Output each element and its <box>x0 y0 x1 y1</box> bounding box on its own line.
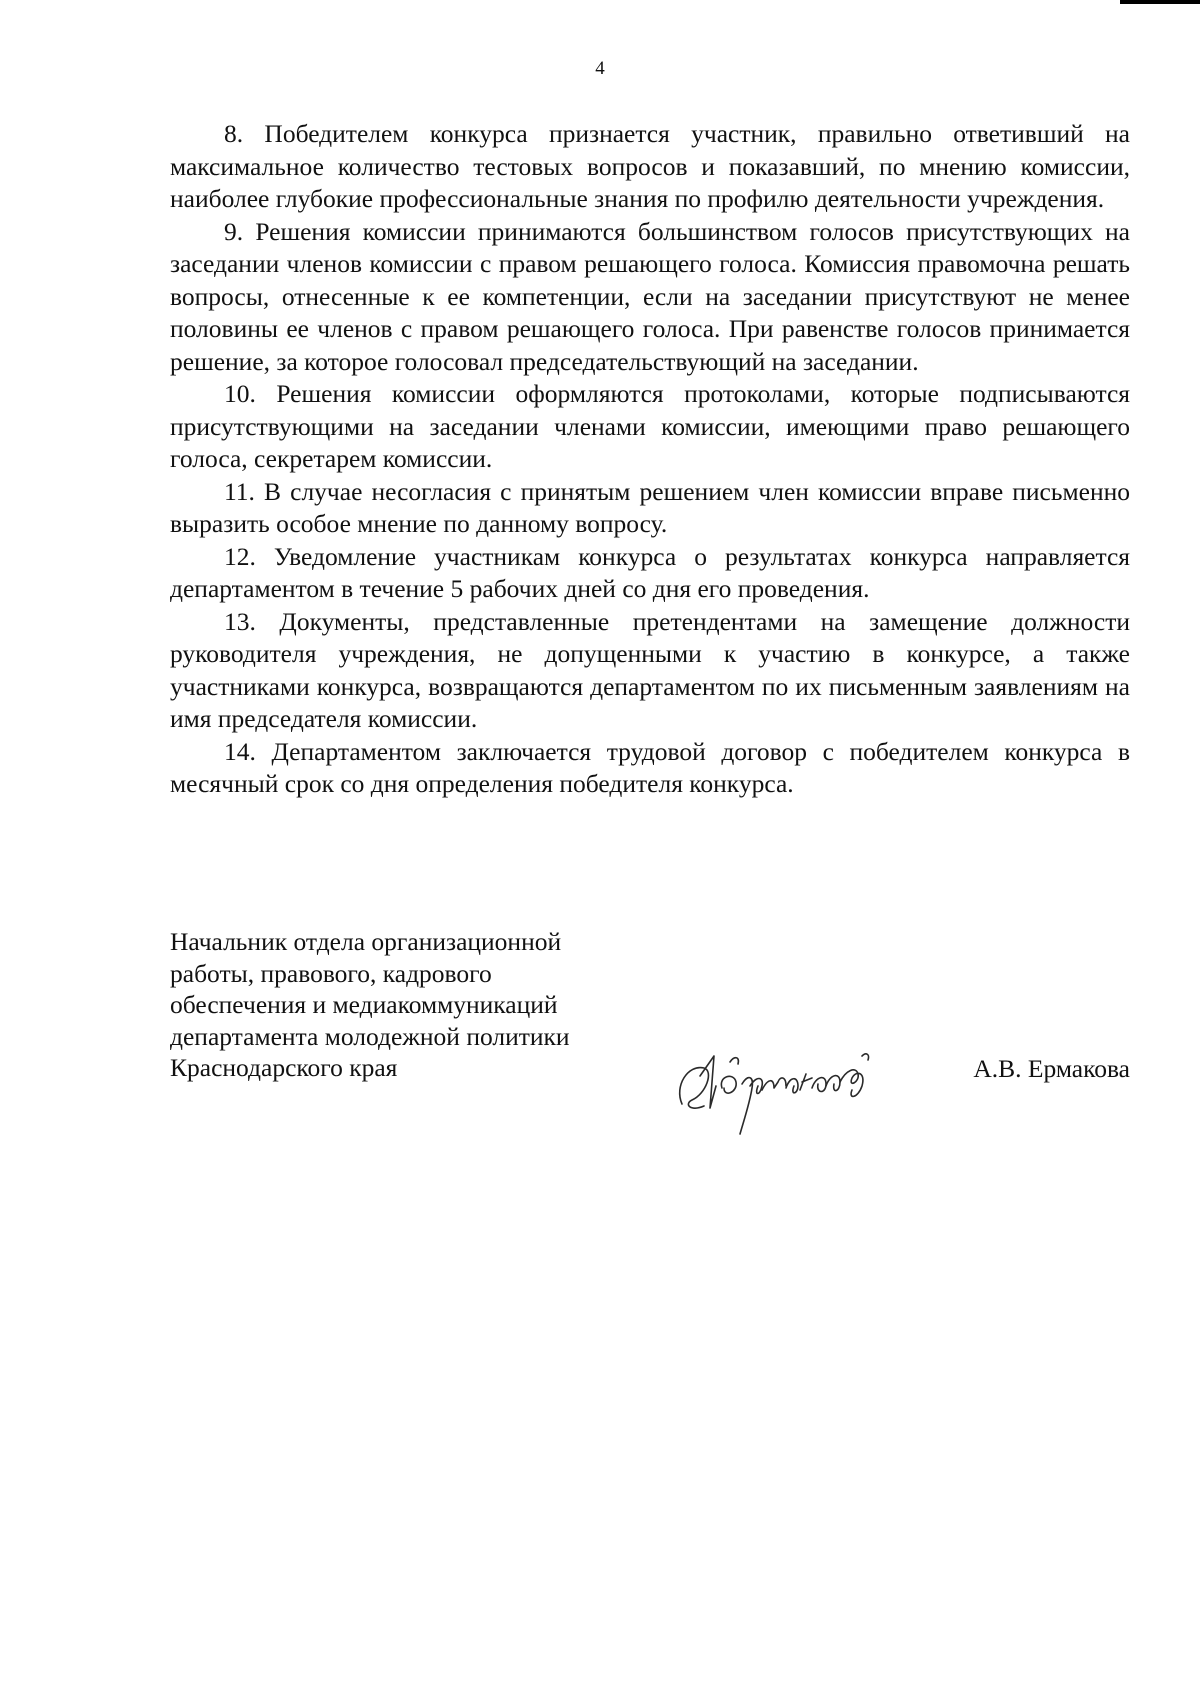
paragraph-10: 10. Решения комиссии оформляются протоколами, которые подписываются присутствующими на заседании членами комиссии, имеющими право решающего голоса, секретарем комиссии. <box>170 379 1130 473</box>
paragraph-14: 14. Департаментом заключается трудовой договор с победителем конкурса в месячный срок со дня определения победителя конкурса. <box>170 736 1130 798</box>
signer-position-line: работы, правового, кадрового <box>170 958 492 988</box>
handwritten-signature <box>670 1016 900 1136</box>
signature-block <box>170 926 1130 1126</box>
paragraph-13: 13. Документы, представленные претендентами на замещение должности руководителя учреждения, не допущенными к участию в конкурсе, а также участниками конкурса, возвращаются департаментом по их письменным заявлениям на имя председателя комиссии. <box>170 606 1130 733</box>
signer-position-line: департамента молодежной политики <box>170 1021 570 1051</box>
signer-position <box>170 926 650 1084</box>
paragraph-9: 9. Решения комиссии принимаются большинством голосов присутствующих на заседании членов комиссии с правом решающего голоса. Комиссия правомочна решать вопросы, отнесенные к ее компетенции, если на заседании присутствуют не менее половины ее членов с правом решающего голоса. При равенстве голосов принимается решение, за которое голосовал председательствующий на заседании. <box>170 216 1130 376</box>
signer-name: А.В. Ермакова <box>973 1054 1130 1083</box>
signer-position-line: Начальник отдела организационной <box>170 927 562 956</box>
paragraph-12: 12. Уведомление участникам конкурса о результатах конкурса направляется департаментом в течение 5 рабочих дней со дня его проведения. <box>170 541 1130 603</box>
signer-position-line: обеспечения и медиакоммуникаций <box>170 990 558 1019</box>
paragraph-8: 8. Победителем конкурса признается участник, правильно ответивший на максимальное количество тестовых вопросов и показавший, по мнению комиссии, наиболее глубокие профессиональные знания по профилю деятельности учреждения. <box>170 119 1130 213</box>
signer-position-line: Краснодарского края <box>170 1053 398 1082</box>
page-number: 4 <box>595 58 605 79</box>
scan-corner-mark <box>1120 0 1200 4</box>
paragraph-11: 11. В случае несогласия с принятым решением член комиссии вправе письменно выразить особое мнение по данному вопросу. <box>170 476 1130 538</box>
document-body <box>170 118 1130 801</box>
